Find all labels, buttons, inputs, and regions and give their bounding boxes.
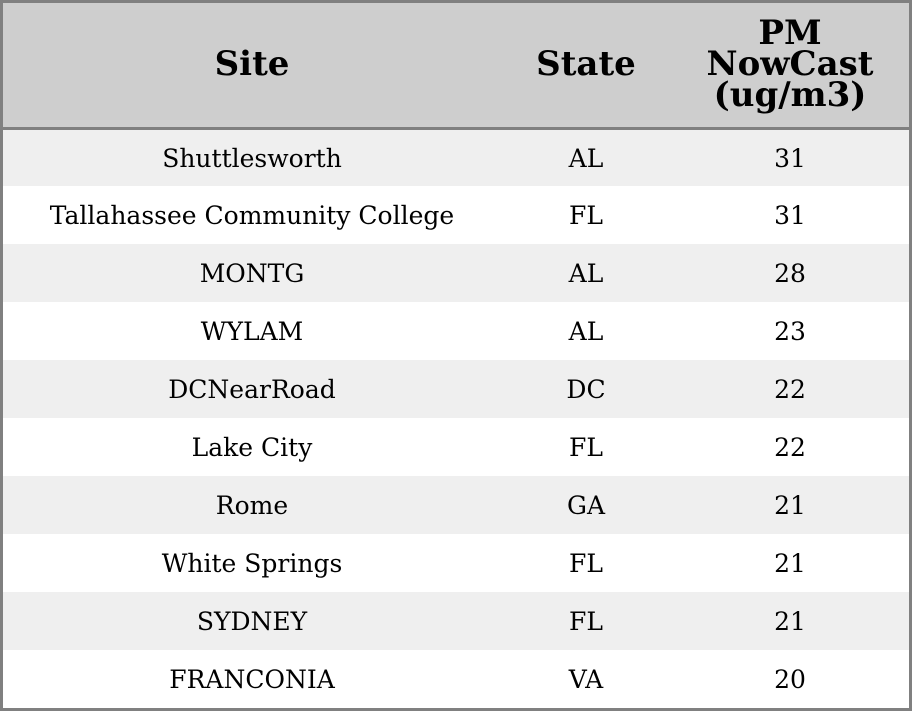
cell-pm-nowcast: 22 [774,432,806,462]
cell-state: AL [568,144,604,174]
header-pm-line-2: NowCast [706,44,874,85]
table-row [3,476,909,534]
header-site [3,3,501,128]
header-site-label: Site [214,44,290,85]
cell-state: VA [568,664,604,694]
header-pm-line-1: PM [758,13,822,54]
table-row [3,650,909,708]
table-row [3,244,909,302]
cell-state: AL [568,258,604,288]
table-row [3,418,909,476]
cell-site: MONTG [199,258,305,288]
table-body [3,128,909,708]
cell-site: Tallahassee Community College [49,200,455,230]
cell-site: SYDNEY [196,606,308,636]
cell-state: AL [568,316,604,346]
cell-site: Rome [215,490,289,520]
table-row [3,128,909,186]
table-row [3,534,909,592]
cell-state: FL [569,432,603,462]
table-row [3,360,909,418]
table-row [3,186,909,244]
header-state [501,3,671,128]
cell-pm-nowcast: 31 [774,200,806,230]
table-row [3,302,909,360]
header-pm-nowcast [671,3,909,128]
cell-site: FRANCONIA [169,664,335,694]
cell-site: Lake City [191,432,313,462]
cell-pm-nowcast: 31 [774,144,806,174]
cell-pm-nowcast: 23 [774,316,806,346]
cell-state: FL [569,606,603,636]
cell-pm-nowcast: 21 [774,606,806,636]
cell-state: FL [569,200,603,230]
cell-pm-nowcast: 28 [774,258,806,288]
cell-pm-nowcast: 21 [774,548,806,578]
header-pm-line-3: (ug/m3) [713,75,867,116]
cell-site: Shuttlesworth [162,144,342,174]
cell-state: FL [569,548,603,578]
cell-site: DCNearRoad [168,374,336,404]
pm-nowcast-table [3,3,909,708]
cell-pm-nowcast: 20 [774,664,806,694]
cell-pm-nowcast: 21 [774,490,806,520]
table-header-row [3,3,909,128]
cell-site: White Springs [161,548,343,578]
header-state-label: State [536,44,636,85]
cell-state: DC [566,374,606,404]
table-row [3,592,909,650]
cell-state: GA [566,490,606,520]
cell-pm-nowcast: 22 [774,374,806,404]
cell-site: WYLAM [200,316,304,346]
